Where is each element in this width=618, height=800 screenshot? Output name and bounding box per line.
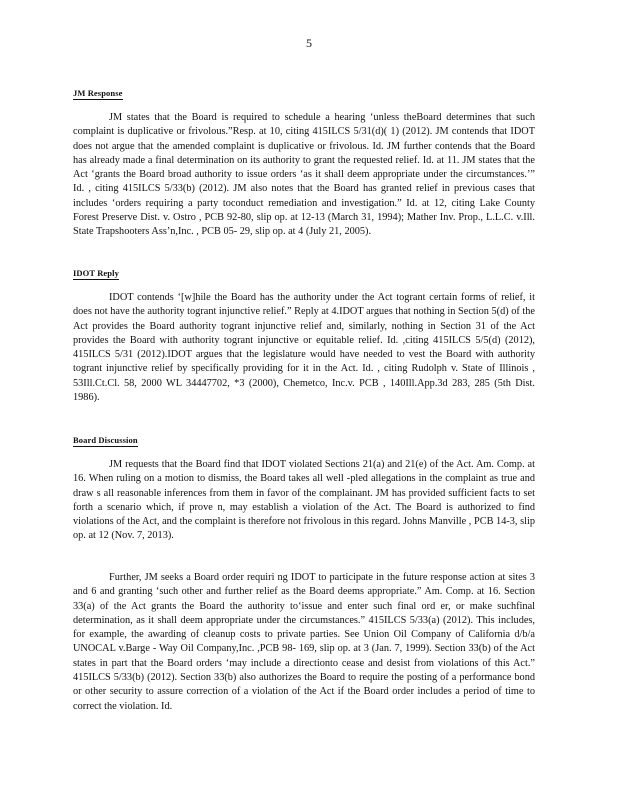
paragraph-board-discussion-1: JM requests that the Board find that IDOT violated Sections 21(a) and 21(e) of the Act. Am. Comp. at 16. When ruling on a motion to dismiss, the Board takes all well -pled allegations in the complaint as true and draw s all reasonable inferences from them in favor of the complainant. JM has provided sufficient facts to set forth a scenario which, if prove n, may establish a violation of the Act. The Board is authorized to find violations of the Act, and the complaint is therefore not frivolous in this regard. Johns Manville , PCB 14-3, slip op. at 12 (Nov. 7, 2013). xyxy=(73,459,535,542)
paragraph-jm-response: JM states that the Board is required to schedule a hearing ‘unless theBoard determines that such complaint is duplicative or frivolous.”Resp. at 10, citing 415ILCS 5/31(d)( 1) (2012). JM contends that IDOT does not argue that the amended complaint is duplicative or frivolous. Id. JM further contends that the Board has already made a final determination on its authority to grant the requested relief. Id. at 11. JM states that the Act ‘grants the Board broad authority to issue orders ‘as it shall deem appropriate under the circumstances.’” Id. , citing 415ILCS 5/33(b) (2012). JM also notes that the Board has granted relief in previous cases that includes ‘orders requiring a party toconduct remediation and investigation.” Id. at 12, citing Lake County Forest Preserve Dist. v. Ostro , PCB 92-80, slip op. at 12-13 (March 31, 1994); Mather Inv. Prop., L.L.C. v.Ill. State Trapshooters Ass’n,Inc. , PCB 05- 29, slip op. at 4 (July 21, 2005). xyxy=(73,112,535,238)
heading-board-discussion: Board Discussion xyxy=(73,435,138,445)
heading-idot-reply: IDOT Reply xyxy=(73,268,119,278)
paragraph-board-discussion-2: Further, JM seeks a Board order requiri ng IDOT to participate in the future response action at sites 3 and 6 and granting ‘such other and further relief as the Board deems appropriate.” Am. Comp. at 16. Section 33(a) of the Act grants the Board the authority to‘issue and enter such final ord er, or make suchfinal determination, as it shall deem appropriate under the circumstances.” 415ILCS 5/33(a) (2012). This includes, for example, the awarding of cleanup costs to private parties. See Union Oil Company of California d/b/a UNOCAL v.Barge - Way Oil Company,Inc. ,PCB 98- 169, slip op. at 3 (Jan. 7, 1999). Section 33(b) of the Act states in part that the Board orders ‘may include a directionto cease and desist from violations of this Act.” 415ILCS 5/33(b) (2012). Section 33(b) also authorizes the Board to require the posting of a performance bond or other security to assure correction of a violation of the Act if the Board order includes a period of time to correct the violation. Id. xyxy=(73,572,535,712)
paragraph-idot-reply: IDOT contends ‘[w]hile the Board has the authority under the Act togrant certain forms of relief, it does not have the authority togrant injunctive relief.” Reply at 4.IDOT argues that nothing in Section 5(d) of the Act provides the Board authority togrant injunctive relief and, similarly, nothing in Section 31 of the Act provides the Board with authority togrant injunctive or equitable relief. Id. ,citing 415ILCS 5/5(d) (2012), 415ILCS 5/31 (2012).IDOT argues that the legislature would have needed to vest the Board with authority togrant injunctive relief by specifically providing for it in the Act. Id. , citing Rudolph v. State of Illinois , 53Ill.Ct.Cl. 58, 2000 WL 34447702, *3 (2000), Chemetco, Inc.v. PCB , 140Ill.App.3d 283, 285 (5th Dist. 1986). xyxy=(73,292,535,404)
heading-jm-response: JM Response xyxy=(73,88,123,98)
page-number: 5 xyxy=(306,36,312,50)
